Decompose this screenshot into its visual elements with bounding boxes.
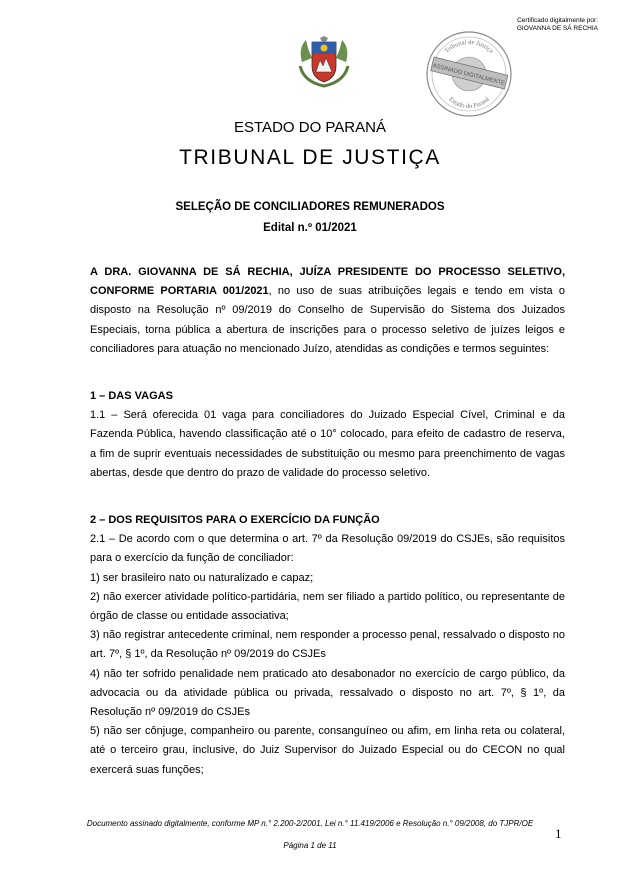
certificate-signer: GIOVANNA DE SÁ RECHIA <box>516 24 598 32</box>
seal-band-text: ASSINADO DIGITALMENTE <box>432 63 506 87</box>
section-2-paragraph: 2.1 – De acordo com o que determina o art. 7º da Resolução 09/2019 do CSJEs, são requisitos para o exercício da função de conciliador: <box>90 533 565 565</box>
certificate-note <box>517 17 598 32</box>
intro-text: , no uso de suas atribuições legais e tendo em vista o disposto na Resolução nº 09/2019 do Conselho de Supervisão do Sistema dos Juizados Especiais, torna pública a abertura de inscrições para o processo seletivo de juízes leigos e conciliadores para atuação no mencionado Juízo, atendidas as condições e termos seguintes: <box>90 285 565 355</box>
section-requisitos <box>90 511 565 780</box>
seal-bottom-text: Estado do Paraná <box>447 95 491 111</box>
document-title: SELEÇÃO DE CONCILIADORES REMUNERADOS <box>175 201 445 213</box>
page-number-marker: 1 <box>555 826 562 841</box>
section-vagas <box>90 387 565 483</box>
seal-top-text: Tribunal de Justiça <box>443 38 495 55</box>
requirement-item: 1) ser brasileiro nato ou naturalizado e capaz; <box>90 571 314 584</box>
court-name: TRIBUNAL DE JUSTIÇA <box>179 146 441 169</box>
section-2-heading: 2 – DOS REQUISITOS PARA O EXERCÍCIO DA FUNÇÃO <box>90 514 380 526</box>
requirement-item: 4) não ter sofrido penalidade nem praticado ato desabonador no exercício de cargo público, da advocacia ou da atividade pública ou privada, ressalvado o disposto no art. 7º, § 1º, da Resolução nº 09/2019 do CSJEs <box>90 667 565 719</box>
section-1-heading: 1 – DAS VAGAS <box>90 390 173 402</box>
section-1-paragraph: 1.1 – Será oferecida 01 vaga para conciliadores do Juizado Especial Cível, Criminal e da Fazenda Pública, havendo classificação até o 10° colocado, para efeito de cadastro de reserva, a fim de suprir eventuais necessidades de substituição ou mesmo para preenchimento de vagas abertas, desde que dentro do prazo de validade do processo seletivo. <box>90 409 565 479</box>
page-indicator: Página 1 de 11 <box>283 841 337 850</box>
footer-note: Documento assinado digitalmente, conforme MP n.° 2.200-2/2001, Lei n.° 11.419/2006 e Resolução n.° 09/2008, do TJPR/OE <box>86 819 534 828</box>
state-name: ESTADO DO PARANÁ <box>234 119 386 136</box>
requirement-item: 3) não registrar antecedente criminal, nem responder a processo penal, ressalvado o disposto no art. 7º, § 1º, da Resolução nº 09/2019 do CSJEs <box>90 629 565 661</box>
requirement-item: 5) não ser cônjuge, companheiro ou parente, consanguíneo ou afim, em linha reta ou colateral, até o terceiro grau, inclusive, do Juiz Supervisor do Juizado Especial ou do CECON no qual exercerá suas funções; <box>90 725 565 776</box>
intro-paragraph <box>90 263 565 359</box>
edital-number: Edital n.º 01/2021 <box>263 222 357 234</box>
parana-coat-of-arms-icon <box>296 36 352 88</box>
requirement-item: 2) não exercer atividade político-partidária, nem ser filiado a partido político, ou representante de órgão de classe ou entidade associativa; <box>90 590 565 623</box>
certificate-label: Certificado digitalmente por: <box>517 17 598 24</box>
intro-bold: A DRA. GIOVANNA DE SÁ RECHIA, JUÍZA PRESIDENTE DO PROCESSO SELETIVO, CONFORME PORTARIA 001/2021 <box>90 266 565 298</box>
digital-signature-seal <box>424 29 514 119</box>
